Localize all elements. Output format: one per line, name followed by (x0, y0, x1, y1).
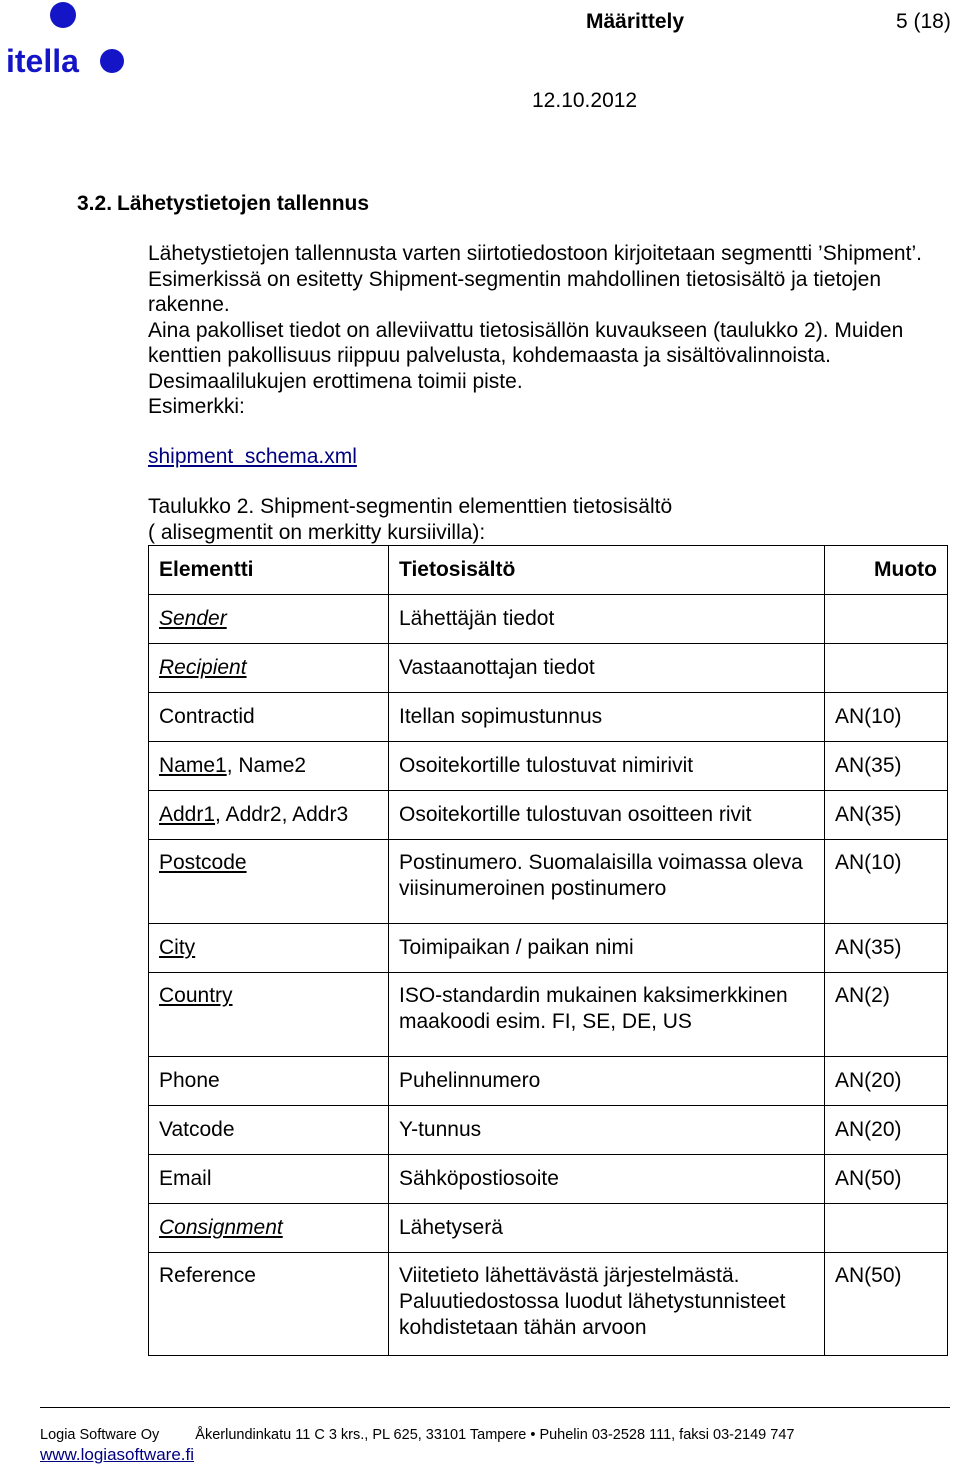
element-name: City (159, 936, 196, 959)
format-cell: AN(35) (825, 791, 948, 840)
format-cell: AN(20) (825, 1106, 948, 1155)
table-row (149, 595, 948, 644)
element-cell (149, 973, 389, 1057)
table-row (149, 791, 948, 840)
element-name-rest: , Name2 (226, 754, 307, 777)
table-row (149, 1155, 948, 1204)
page-number: 5 (18) (896, 10, 951, 33)
element-name: Country (159, 984, 233, 1007)
content-cell: Osoitekortille tulostuvan osoitteen rivit (389, 791, 825, 840)
document-date: 12.10.2012 (532, 89, 638, 112)
table-row (149, 1253, 948, 1356)
paragraph-line: Desimaalilukujen erottimena toimii piste. (148, 369, 523, 393)
content-cell: Osoitekortille tulostuvat nimirivit (389, 742, 825, 791)
schema-link[interactable]: shipment_schema.xml (148, 445, 357, 468)
table-row (149, 1204, 948, 1253)
section-title: Lähetystietojen tallennus (117, 192, 370, 215)
content-cell: ISO-standardin mukainen kaksimerkkinen maakoodi esim. FI, SE, DE, US (389, 973, 825, 1057)
format-cell: AN(10) (825, 840, 948, 924)
element-cell (149, 924, 389, 973)
content-cell: Postinumero. Suomalaisilla voimassa oleva viisinumeroinen postinumero (389, 840, 825, 924)
element-name: Recipient (159, 656, 247, 679)
table-row (149, 924, 948, 973)
format-cell: AN(2) (825, 973, 948, 1057)
format-cell: AN(35) (825, 742, 948, 791)
footer-address: Åkerlundinkatu 11 C 3 krs., PL 625, 33101 Tampere • Puhelin 03-2528 111, faksi 03-2149 747 (195, 1427, 795, 1443)
element-name: Name1 (159, 754, 227, 777)
element-name: Consignment (159, 1216, 283, 1239)
content-cell: Toimipaikan / paikan nimi (389, 924, 825, 973)
element-cell: Email (149, 1155, 389, 1204)
table-header-row (149, 546, 948, 595)
paragraph-line: Esimerkki: (148, 395, 245, 418)
shipment-elements-table (148, 545, 948, 1356)
table-row (149, 1106, 948, 1155)
paragraph-line: Aina pakolliset tiedot on alleviivattu tietosisällön kuvaukseen (taulukko 2). Muiden kenttien pakollisuus riippuu palvelusta, kohdemaasta ja sisältövalinnoista. (148, 318, 904, 367)
footer-website-link[interactable]: www.logiasoftware.fi (40, 1445, 195, 1464)
column-header-element: Elementti (149, 546, 389, 595)
format-cell (825, 644, 948, 693)
element-cell (149, 840, 389, 924)
intro-paragraph (148, 241, 960, 420)
format-cell: AN(20) (825, 1057, 948, 1106)
table-row (149, 973, 948, 1057)
caption-line: ( alisegmentit on merkitty kursiivilla): (148, 521, 486, 544)
table-caption (148, 494, 672, 546)
element-cell: Reference (149, 1253, 389, 1356)
content-cell: Itellan sopimustunnus (389, 693, 825, 742)
element-name-rest: , Addr2, Addr3 (215, 803, 349, 826)
element-name: Postcode (159, 851, 247, 874)
table-row (149, 1057, 948, 1106)
caption-line: Taulukko 2. Shipment-segmentin elementtien tietosisältö (148, 495, 673, 518)
format-cell: AN(50) (825, 1253, 948, 1356)
table-row (149, 693, 948, 742)
element-cell (149, 595, 389, 644)
content-cell: Lähettäjän tiedot (389, 595, 825, 644)
element-cell (149, 742, 389, 791)
element-name: Addr1 (159, 803, 216, 826)
itella-logo (6, 0, 130, 80)
format-cell (825, 1204, 948, 1253)
content-cell: Viitetieto lähettävästä järjestelmästä. Paluutiedostossa luodut lähetystunnisteet kohdistetaan tähän arvoon (389, 1253, 825, 1356)
table-row (149, 840, 948, 924)
element-name: Sender (159, 607, 227, 630)
content-cell: Sähköpostiosoite (389, 1155, 825, 1204)
section-number: 3.2. (77, 192, 113, 215)
element-cell: Contractid (149, 693, 389, 742)
content-cell: Puhelinnumero (389, 1057, 825, 1106)
footer-divider (40, 1407, 950, 1408)
element-cell (149, 644, 389, 693)
element-cell: Phone (149, 1057, 389, 1106)
element-cell: Vatcode (149, 1106, 389, 1155)
footer-company: Logia Software Oy (40, 1427, 160, 1443)
document-title: Määrittely (586, 10, 685, 33)
element-cell (149, 1204, 389, 1253)
format-cell: AN(35) (825, 924, 948, 973)
paragraph-line: Lähetystietojen tallennusta varten siirtotiedostoon kirjoitetaan segmentti ’Shipment’. Esimerkissä on esitetty Shipment-segmentin mahdollinen tietosisältö ja tietojen rakenne. (148, 242, 922, 316)
table-row (149, 742, 948, 791)
column-header-format: Muoto (825, 546, 948, 595)
section-heading (77, 192, 369, 216)
element-cell (149, 791, 389, 840)
format-cell (825, 595, 948, 644)
content-cell: Lähetyserä (389, 1204, 825, 1253)
footer-info (40, 1427, 794, 1443)
table-row (149, 644, 948, 693)
format-cell: AN(50) (825, 1155, 948, 1204)
svg-text:itella: itella (6, 43, 79, 79)
column-header-content: Tietosisältö (389, 546, 825, 595)
content-cell: Y-tunnus (389, 1106, 825, 1155)
content-cell: Vastaanottajan tiedot (389, 644, 825, 693)
format-cell: AN(10) (825, 693, 948, 742)
